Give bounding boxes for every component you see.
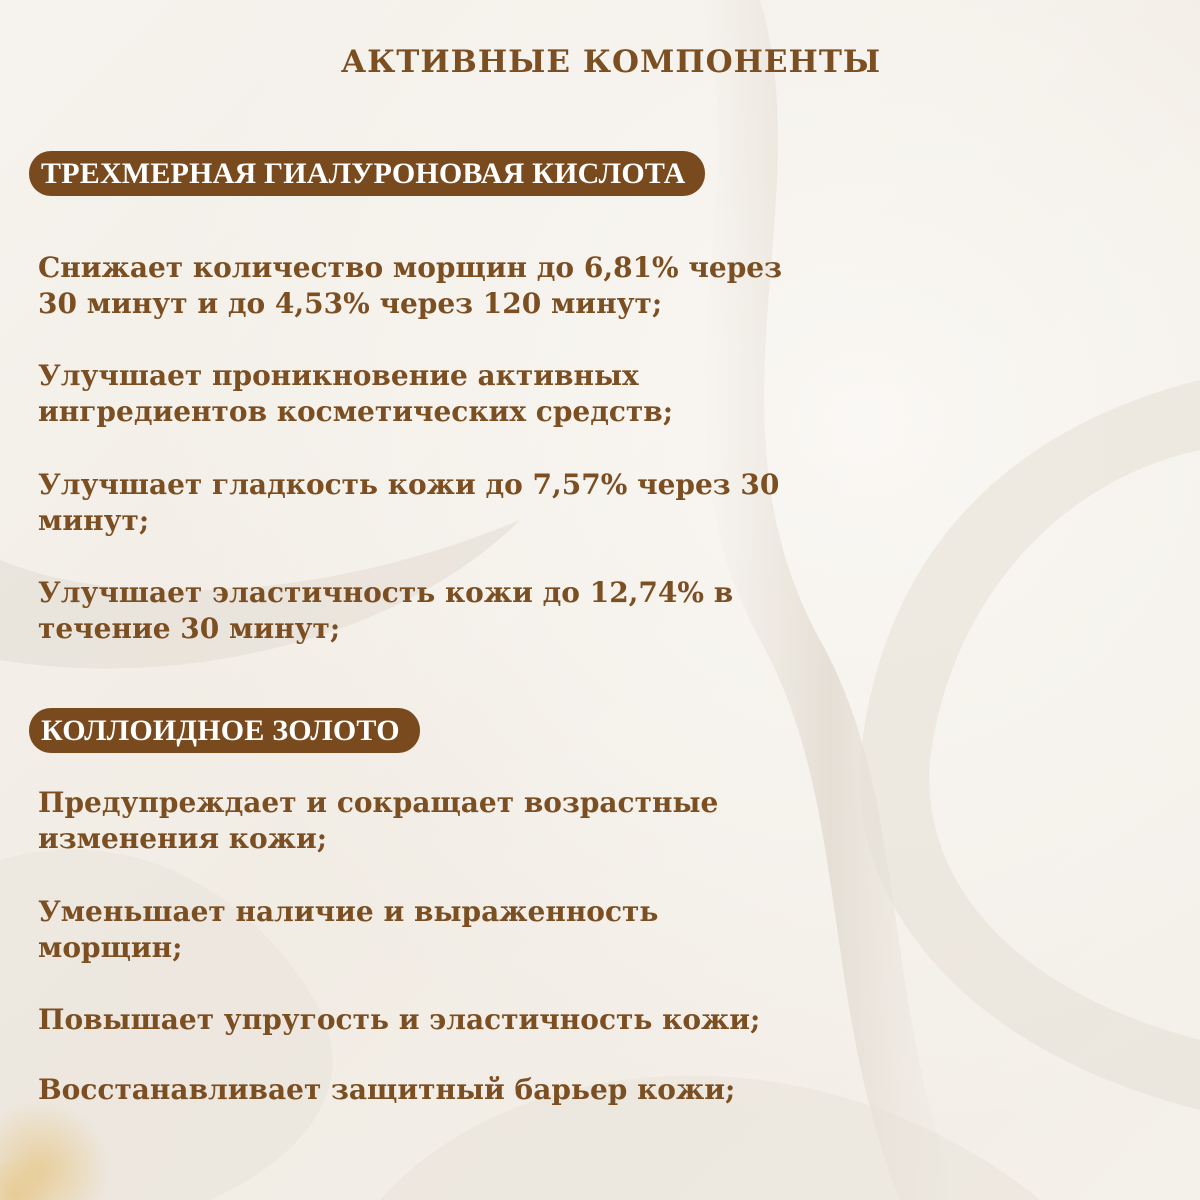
benefit-item: Восстанавливает защитный барьер кожи; [38, 1073, 736, 1106]
benefit-item: Снижает количество морщин до 6,81% через 30 минут и до 4,53% через 120 минут; [38, 251, 782, 320]
benefit-item: Улучшает эластичность кожи до 12,74% в течение 30 минут; [38, 576, 734, 645]
benefit-item: Уменьшает наличие и выраженность морщин; [38, 895, 659, 964]
benefit-item: Улучшает проникновение активных ингредиентов косметических средств; [38, 359, 674, 428]
benefit-item: Предупреждает и сокращает возрастные изменения кожи; [38, 786, 719, 855]
section-heading-hyaluronic-acid: ТРЕХМЕРНАЯ ГИАЛУРОНОВАЯ КИСЛОТА [29, 151, 705, 196]
benefit-item: Повышает упругость и эластичность кожи; [38, 1003, 761, 1036]
page-title: АКТИВНЫЕ КОМПОНЕНТЫ [340, 44, 882, 80]
section-heading-colloidal-gold: КОЛЛОИДНОЕ ЗОЛОТО [29, 708, 420, 753]
benefit-item: Улучшает гладкость кожи до 7,57% через 30 минут; [38, 468, 780, 537]
